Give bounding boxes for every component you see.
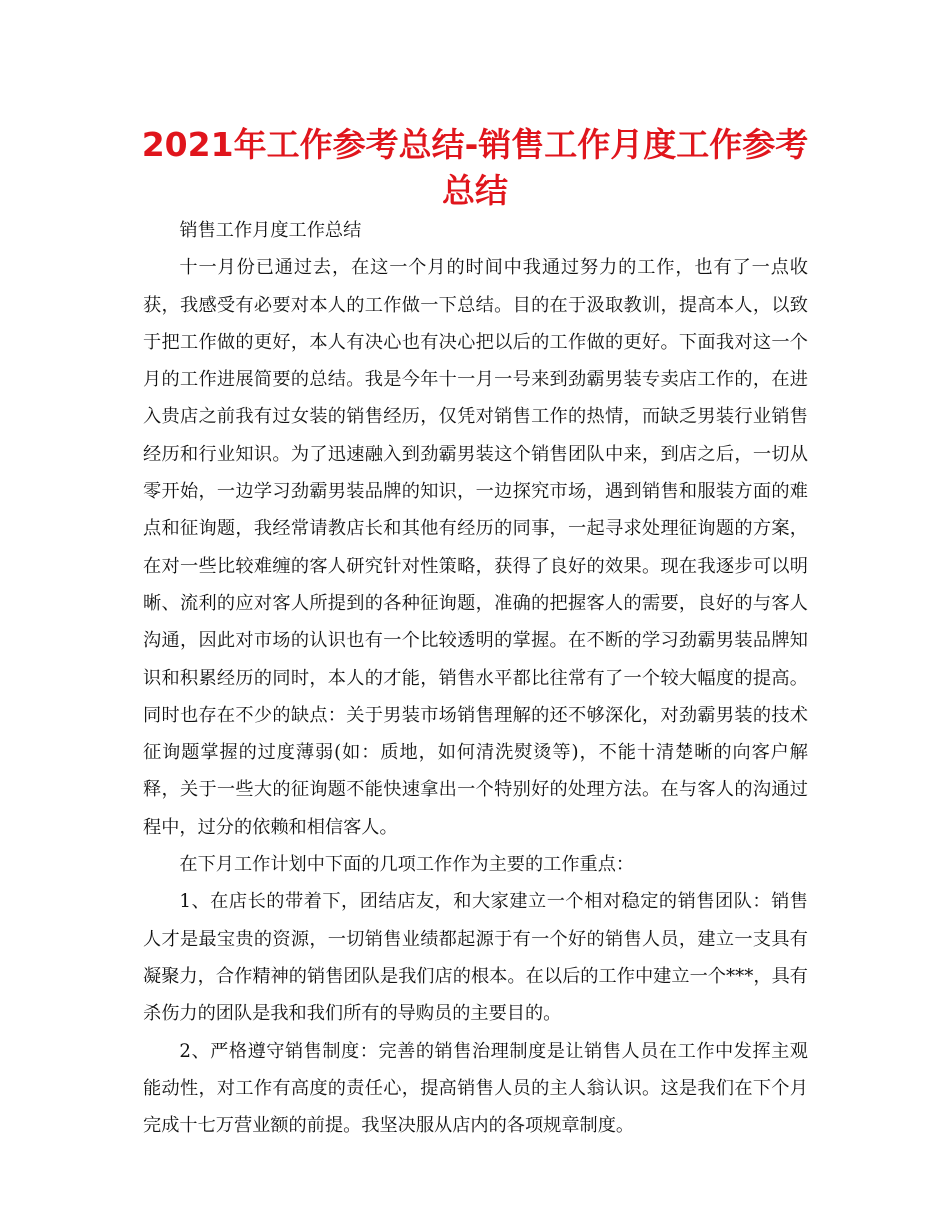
paragraph-plan-item-1: 1、在店长的带着下，团结店友，和大家建立一个相对稳定的销售团队：销售人才是最宝贵的资源，一切销售业绩都起源于有一个好的销售人员，建立一支具有凝聚力，合作精神的销售团队是我们店的根本。在以后的工作中建立一个***，具有杀伤力的团队是我和我们所有的导购员的主要目的。 [143, 891, 808, 1025]
paragraph-subtitle: 销售工作月度工作总结 [179, 220, 362, 241]
document-title: 2021年工作参考总结-销售工作月度工作参考总结 [141, 125, 809, 210]
paragraph-plan-intro: 在下月工作计划中下面的几项工作作为主要的工作重点： [179, 854, 635, 876]
paragraph-plan-item-2: 2、严格遵守销售制度：完善的销售治理制度是让销售人员在工作中发挥主观能动性，对工作有高度的责任心，提高销售人员的主人翁认识。这是我们在下个月完成十七万营业额的前提。我坚决服从店内的各项规章制度。 [143, 1040, 808, 1137]
document-body [143, 212, 808, 1144]
paragraph-review: 十一月份已通过去，在这一个月的时间中我通过努力的工作，也有了一点收获，我感受有必要对本人的工作做一下总结。目的在于汲取教训，提高本人，以致于把工作做的更好，本人有决心也有决心把以后的工作做的更好。下面我对这一个月的工作进展简要的总结。我是今年十一月一号来到劲霸男装专卖店工作的，在进入贵店之前我有过女装的销售经历，仅凭对销售工作的热情，而缺乏男装行业销售经历和行业知识。为了迅速融入到劲霸男装这个销售团队中来，到店之后，一切从零开始，一边学习劲霸男装品牌的知识，一边探究市场，遇到销售和服装方面的难点和征询题，我经常请教店长和其他有经历的同事，一起寻求处理征询题的方案，在对一些比较难缠的客人研究针对性策略，获得了良好的效果。现在我逐步可以明晰、流利的应对客人所提到的各种征询题，准确的把握客人的需要，良好的与客人沟通，因此对市场的认识也有一个比较透明的掌握。在不断的学习劲霸男装品牌知识和积累经历的同时，本人的才能，销售水平都比往常有了一个较大幅度的提高。同时也存在不少的缺点：关于男装市场销售理解的还不够深化，对劲霸男装的技术征询题掌握的过度薄弱(如：质地，如何清洗熨烫等)，不能十清楚晰的向客户解释，关于一些大的征询题不能快速拿出一个特别好的处理方法。在与客人的沟通过程中，过分的依赖和相信客人。 [143, 257, 808, 838]
